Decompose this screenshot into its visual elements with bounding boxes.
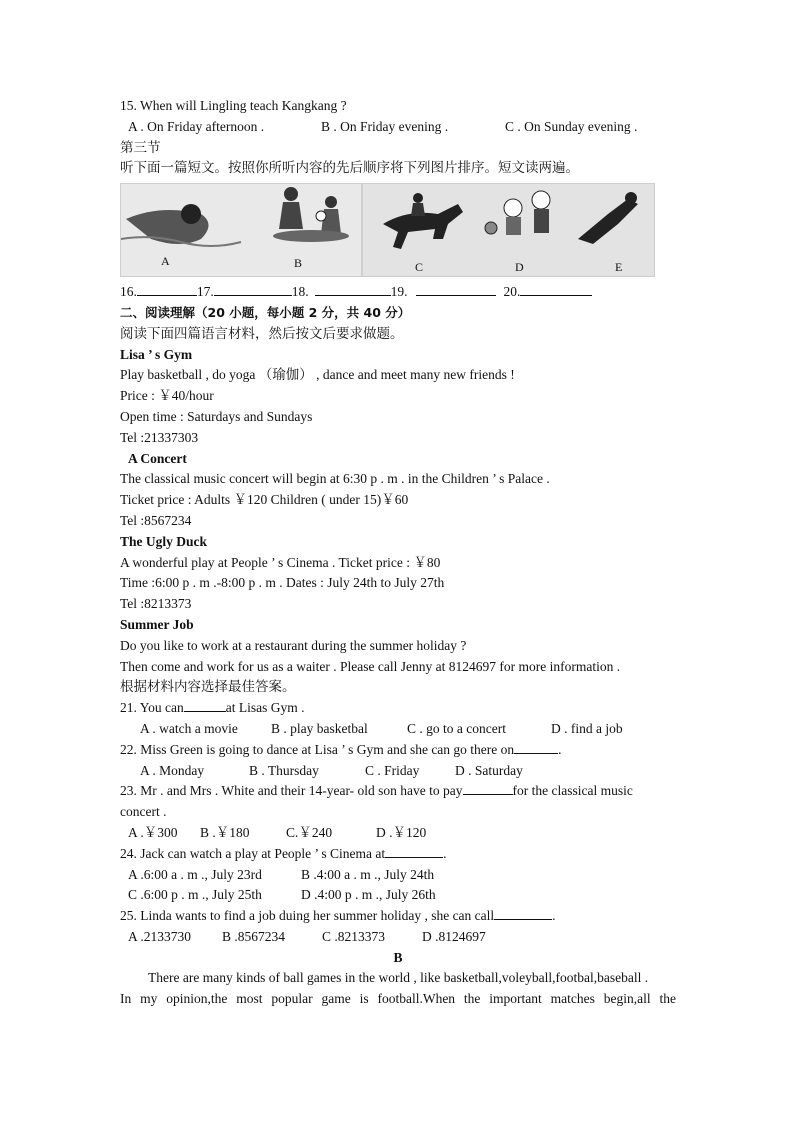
q23-question <box>120 781 676 802</box>
picture-label-e: E <box>615 260 623 275</box>
q21-option-d: D . find a job <box>551 720 623 736</box>
skier-head <box>625 192 637 204</box>
q22-text: 22. Miss Green is going to dance at Lisa ’ s Gym and she can go there on <box>120 741 515 757</box>
q19-blank[interactable] <box>416 283 496 296</box>
q21-text-after: at Lisas Gym . <box>225 700 305 716</box>
picture-label-d: D <box>515 260 524 275</box>
q23-option-a: A .￥300 <box>128 824 178 840</box>
q15-option-a: A . On Friday afternoon . <box>128 118 265 134</box>
gym-line-4: Tel :21337303 <box>120 429 199 445</box>
q16-20-blanks <box>120 282 676 303</box>
q20-blank[interactable] <box>520 283 592 296</box>
q21-text: 21. You can <box>120 700 184 716</box>
q15-options <box>120 117 676 138</box>
basketball-icon <box>485 222 497 234</box>
q17-blank[interactable] <box>214 283 292 296</box>
q25-blank[interactable] <box>494 907 552 920</box>
q24-question <box>120 844 676 865</box>
ground-shadow <box>273 230 349 242</box>
q25-question <box>120 906 676 927</box>
part2-instruction: 阅读下面四篇语言材料，然后按文后要求做题。 <box>120 325 404 341</box>
player-head <box>284 187 298 201</box>
concert-title: A Concert <box>128 450 187 466</box>
gym-line-2: Price : ￥40/hour <box>120 388 214 404</box>
listening-pictures <box>120 183 653 278</box>
skier-figure <box>578 199 638 244</box>
job-line-2: Then come and work for us as a waiter . Please call Jenny at 8124697 for more information . <box>120 658 621 674</box>
q23-text: 23. Mr . and Mrs . White and their 14-year- old son have to pay <box>120 783 463 799</box>
gym-line-1: Play basketball , do yoga （瑜伽） , dance and meet many new friends ! <box>120 367 515 383</box>
section3-instruction: 听下面一篇短文。按照你所听内容的先后顺序将下列图片排序。短文读两遍。 <box>120 160 579 176</box>
q19-label: 19. <box>390 284 408 300</box>
q24-option-b: B .4:00 a . m ., July 24th <box>301 866 435 882</box>
picture-label-a: A <box>161 254 170 269</box>
q22-options <box>120 761 676 782</box>
q23-option-d: D .￥120 <box>376 824 427 840</box>
q18-label: 18. <box>291 284 309 300</box>
section3-title: 第三节 <box>120 139 161 155</box>
q16-label: 16. <box>120 284 137 300</box>
duck-line-3: Tel :8213373 <box>120 596 192 612</box>
q25-text-after: . <box>552 908 556 924</box>
q22-option-b: B . Thursday <box>249 762 319 778</box>
q22-text-after: . <box>558 741 562 757</box>
boy-body <box>506 217 521 235</box>
job-title: Summer Job <box>120 616 194 632</box>
q23-option-c: C.￥240 <box>286 824 333 840</box>
swimmer-head <box>181 204 201 224</box>
q23-options <box>120 823 676 844</box>
q22-option-d: D . Saturday <box>455 762 523 778</box>
q24-options-row1 <box>120 865 676 886</box>
q22-question <box>120 740 676 761</box>
jockey-body <box>411 203 425 216</box>
q25-options <box>120 927 676 948</box>
q21-blank[interactable] <box>184 699 226 712</box>
q23-option-b: B .￥180 <box>200 824 250 840</box>
concert-line-3: Tel :8567234 <box>120 512 192 528</box>
q22-option-c: C . Friday <box>365 762 420 778</box>
q25-text: 25. Linda wants to find a job duing her summer holiday , she can call <box>120 908 495 924</box>
q25-option-d: D .8124697 <box>422 928 486 944</box>
part2-title: 二、阅读理解（20 小题，每小题 2 分，共 40 分） <box>120 304 411 320</box>
q18-blank[interactable] <box>315 283 391 296</box>
q21-option-c: C . go to a concert <box>407 720 506 736</box>
q21-option-a: A . watch a movie <box>140 720 238 736</box>
boy-body-2 <box>534 209 549 233</box>
q24-option-c: C .6:00 p . m ., July 25th <box>128 887 262 903</box>
q15-option-c: C . On Sunday evening . <box>505 118 638 134</box>
passage-b-line-2: In my opinion,the most popular game is football.When the important matches begin,all the <box>120 991 676 1007</box>
picture-panel-left <box>120 183 362 277</box>
player-body <box>279 202 303 229</box>
q24-option-a: A .6:00 a . m ., July 23rd <box>128 866 262 882</box>
q23-question-cont: concert . <box>120 804 167 820</box>
q16-blank[interactable] <box>137 283 197 296</box>
boy-head-2 <box>532 191 550 209</box>
q22-blank[interactable] <box>514 741 558 754</box>
q25-option-a: A .2133730 <box>128 928 192 944</box>
soccer-ball-icon <box>316 211 326 221</box>
duck-line-1: A wonderful play at People ’ s Cinema . Ticket price : ￥80 <box>120 554 441 570</box>
picture-label-b: B <box>294 256 303 271</box>
q22-option-a: A . Monday <box>140 762 205 778</box>
q21-question <box>120 698 676 719</box>
q24-text: 24. Jack can watch a play at People ’ s Cinema at <box>120 845 386 861</box>
duck-title: The Ugly Duck <box>120 533 208 549</box>
q24-text-after: . <box>443 845 447 861</box>
pictures-c-d-e-illustration <box>363 184 654 276</box>
q21-options <box>120 719 676 740</box>
choose-instruction: 根据材料内容选择最佳答案。 <box>120 679 296 695</box>
concert-line-1: The classical music concert will begin at 6:30 p . m . in the Children ’ s Palace . <box>120 471 550 487</box>
pictures-a-b-illustration <box>121 184 361 276</box>
q23-text-after: for the classical music <box>512 783 633 799</box>
q24-options-row2 <box>120 885 676 906</box>
q15-question: 15. When will Lingling teach Kangkang ? <box>120 98 347 113</box>
q20-label: 20. <box>503 284 521 300</box>
boy-head <box>504 199 522 217</box>
q23-blank[interactable] <box>463 782 513 795</box>
player-head-2 <box>325 196 337 208</box>
gym-title: Lisa ’ s Gym <box>120 346 193 362</box>
q21-option-b: B . play basketbal <box>271 720 368 736</box>
concert-line-2: Ticket price : Adults ￥120 Children ( under 15)￥60 <box>120 492 409 508</box>
job-line-1: Do you like to work at a restaurant during the summer holiday ? <box>120 637 467 653</box>
passage-b-line-1: There are many kinds of ball games in the world , like basketball,voleyball,footbal,baseball . <box>148 970 649 986</box>
passage-b-title: B <box>393 949 403 965</box>
exam-page <box>120 96 676 1010</box>
duck-line-2: Time :6:00 p . m .-8:00 p . m . Dates : July 24th to July 27th <box>120 575 445 591</box>
picture-panel-right <box>362 183 655 277</box>
q24-option-d: D .4:00 p . m ., July 26th <box>301 887 436 903</box>
q17-label: 17. <box>196 284 214 300</box>
q25-option-c: C .8213373 <box>322 928 386 944</box>
q25-option-b: B .8567234 <box>222 928 286 944</box>
picture-label-c: C <box>415 260 424 275</box>
q24-blank[interactable] <box>385 845 443 858</box>
q15-option-b: B . On Friday evening . <box>321 118 449 134</box>
jockey-head <box>413 193 423 203</box>
gym-line-3: Open time : Saturdays and Sundays <box>120 408 313 424</box>
